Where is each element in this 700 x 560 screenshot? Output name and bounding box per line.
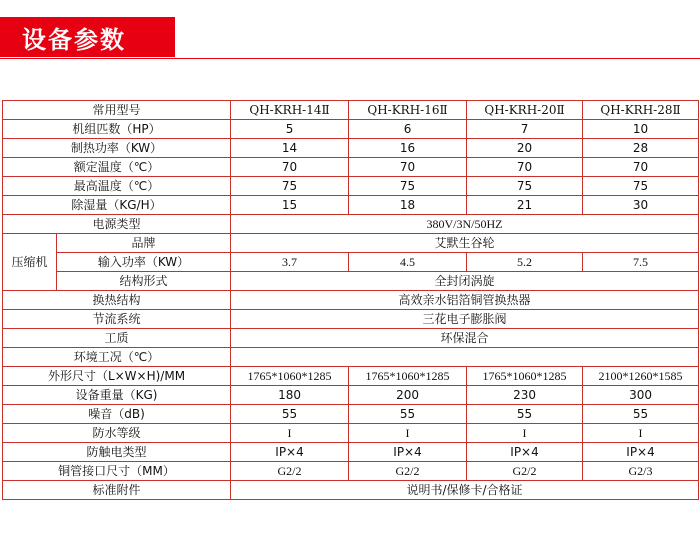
value-cell: 230: [467, 386, 583, 405]
row-label: 铜管接口尺寸（MM）: [3, 462, 231, 481]
row-label: 除湿量（KG/H）: [3, 196, 231, 215]
table-row: [3, 272, 699, 291]
value-cell: 14: [231, 139, 349, 158]
row-label: 换热结构: [3, 291, 231, 310]
value-cell: G2/2: [467, 462, 583, 481]
value-cell: 55: [231, 405, 349, 424]
value-cell: IP×4: [231, 443, 349, 462]
input-power-label: 输入功率（KW）: [57, 253, 231, 272]
value-cell: 7.5: [583, 253, 699, 272]
value-cell: 10: [583, 120, 699, 139]
value-cell: 5: [231, 120, 349, 139]
value-cell: 16: [349, 139, 467, 158]
model-cell: QH-KRH-16Ⅱ: [349, 101, 467, 120]
value-cell: IP×4: [583, 443, 699, 462]
table-row: [3, 177, 699, 196]
value-cell: IP×4: [349, 443, 467, 462]
power-type-value: 380V/3N/50HZ: [231, 215, 699, 234]
table-row: [3, 386, 699, 405]
value-cell: 6: [349, 120, 467, 139]
table-row: [3, 367, 699, 386]
value-cell: 1765*1060*1285: [231, 367, 349, 386]
value-cell: 15: [231, 196, 349, 215]
row-label: 制热功率（KW）: [3, 139, 231, 158]
table-row: [3, 291, 699, 310]
value-cell: 200: [349, 386, 467, 405]
table-row: [3, 158, 699, 177]
row-label: 外形尺寸（L×W×H)/MM: [3, 367, 231, 386]
value-cell: 5.2: [467, 253, 583, 272]
value-cell: 30: [583, 196, 699, 215]
structure-value: 全封闭涡旋: [231, 272, 699, 291]
structure-label: 结构形式: [57, 272, 231, 291]
value-cell: 75: [231, 177, 349, 196]
value-cell: 3.7: [231, 253, 349, 272]
value-cell: 21: [467, 196, 583, 215]
table-row: [3, 253, 699, 272]
table-row: [3, 405, 699, 424]
model-cell: QH-KRH-28Ⅱ: [583, 101, 699, 120]
env-value: [231, 348, 699, 367]
table-row: [3, 139, 699, 158]
value-cell: I: [467, 424, 583, 443]
section-title-banner: [0, 17, 175, 57]
power-type-label: 电源类型: [3, 215, 231, 234]
table-row: [3, 101, 699, 120]
model-cell: QH-KRH-14Ⅱ: [231, 101, 349, 120]
row-label: 噪音（dB): [3, 405, 231, 424]
span-value: 三花电子膨胀阀: [231, 310, 699, 329]
value-cell: 4.5: [349, 253, 467, 272]
row-label: 工质: [3, 329, 231, 348]
value-cell: 7: [467, 120, 583, 139]
value-cell: 18: [349, 196, 467, 215]
row-label: 最高温度（℃）: [3, 177, 231, 196]
value-cell: 1765*1060*1285: [349, 367, 467, 386]
value-cell: 180: [231, 386, 349, 405]
value-cell: 75: [349, 177, 467, 196]
value-cell: 55: [467, 405, 583, 424]
model-cell: QH-KRH-20Ⅱ: [467, 101, 583, 120]
table-row: [3, 424, 699, 443]
value-cell: 1765*1060*1285: [467, 367, 583, 386]
table-row: [3, 443, 699, 462]
table-row: [3, 329, 699, 348]
accessory-value: 说明书/保修卡/合格证: [231, 481, 699, 500]
value-cell: 70: [349, 158, 467, 177]
value-cell: G2/2: [231, 462, 349, 481]
table-row: [3, 481, 699, 500]
span-value: 高效亲水铝箔铜管换热器: [231, 291, 699, 310]
table-row: [3, 348, 699, 367]
row-label: 设备重量（KG): [3, 386, 231, 405]
compressor-label: 压缩机: [3, 234, 57, 291]
model-label: 常用型号: [3, 101, 231, 120]
table-row: [3, 462, 699, 481]
value-cell: I: [231, 424, 349, 443]
value-cell: 70: [583, 158, 699, 177]
value-cell: G2/2: [349, 462, 467, 481]
row-label: 防触电类型: [3, 443, 231, 462]
table-row: [3, 310, 699, 329]
table-row: [3, 215, 699, 234]
value-cell: G2/3: [583, 462, 699, 481]
value-cell: 70: [231, 158, 349, 177]
header-divider: [0, 58, 700, 59]
value-cell: I: [583, 424, 699, 443]
value-cell: 75: [467, 177, 583, 196]
accessory-label: 标准附件: [3, 481, 231, 500]
brand-label: 品牌: [57, 234, 231, 253]
value-cell: 75: [583, 177, 699, 196]
row-label: 节流系统: [3, 310, 231, 329]
value-cell: 55: [583, 405, 699, 424]
value-cell: I: [349, 424, 467, 443]
brand-value: 艾默生谷轮: [231, 234, 699, 253]
value-cell: IP×4: [467, 443, 583, 462]
span-value: 环保混合: [231, 329, 699, 348]
spec-table: [2, 100, 699, 500]
value-cell: 300: [583, 386, 699, 405]
value-cell: 20: [467, 139, 583, 158]
value-cell: 28: [583, 139, 699, 158]
table-row: [3, 120, 699, 139]
value-cell: 2100*1260*1585: [583, 367, 699, 386]
row-label: 额定温度（℃）: [3, 158, 231, 177]
value-cell: 55: [349, 405, 467, 424]
env-label: 环境工况（℃）: [3, 348, 231, 367]
value-cell: 70: [467, 158, 583, 177]
row-label: 防水等级: [3, 424, 231, 443]
section-title: 设备参数: [22, 25, 126, 54]
table-row: [3, 196, 699, 215]
table-row: [3, 234, 699, 253]
row-label: 机组匹数（HP）: [3, 120, 231, 139]
